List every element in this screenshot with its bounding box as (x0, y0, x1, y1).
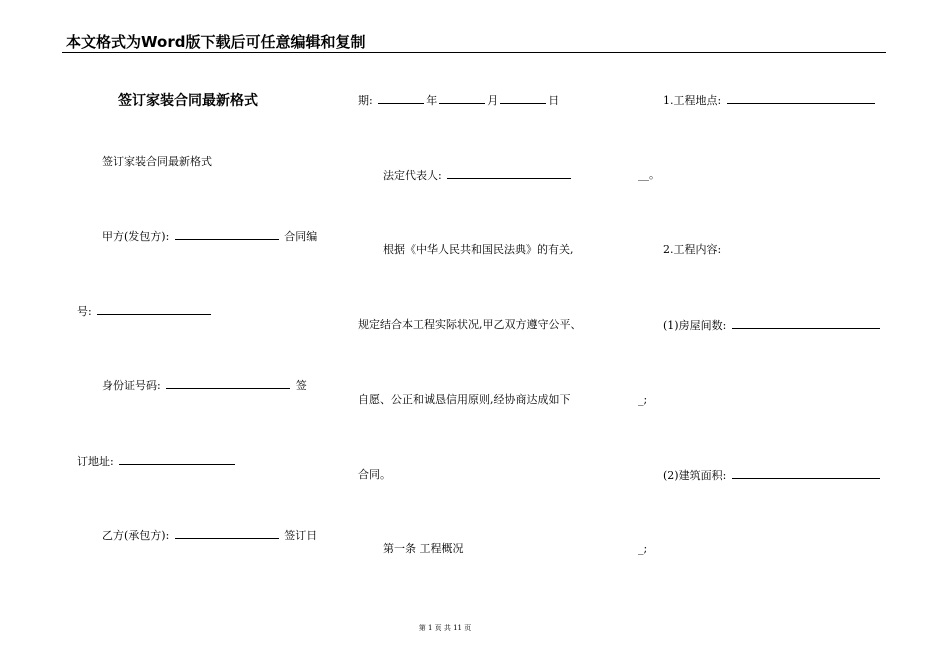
col1-line-party-a (102, 229, 317, 244)
contract-no-label-cont: 号: (77, 305, 92, 318)
day-blank[interactable] (500, 93, 546, 104)
party-b-blank[interactable] (175, 528, 279, 539)
id-number-blank[interactable] (166, 378, 290, 389)
document-header: 本文格式为Word版下载后可任意编辑和复制 (66, 33, 366, 51)
legal-rep-blank[interactable] (447, 168, 571, 179)
sign-date-label-cont: 期: (358, 94, 373, 107)
sign-date-label: 签订日 (284, 529, 318, 542)
rooms-label: (1)房屋间数: (663, 319, 727, 332)
col2-line-p2: 自愿、公正和诚恳信用原则,经协商达成如下 (358, 393, 571, 406)
col3-mark-1: __。 (638, 168, 660, 181)
sign-place-blank[interactable] (119, 454, 235, 465)
document-title: 签订家装合同最新格式 (118, 93, 258, 109)
sign-place-label: 签 (295, 379, 307, 392)
area-blank[interactable] (732, 468, 880, 479)
col3-mark-2: _; (638, 393, 648, 406)
col1-line-party-b (102, 528, 317, 543)
month-blank[interactable] (439, 93, 485, 104)
col2-line-law: 根据《中华人民共和国民法典》的有关, (383, 243, 574, 256)
col2-line-p3: 合同。 (358, 468, 391, 481)
legal-rep-label: 法定代表人: (383, 169, 442, 182)
article-1-heading: 第一条 工程概况 (383, 542, 464, 555)
site-label: 1.工程地点: (663, 94, 722, 107)
area-label: (2)建筑面积: (663, 469, 727, 482)
col2-line-date (358, 93, 559, 108)
party-a-label: 甲方(发包方): (102, 230, 170, 243)
col2-line-rep (383, 168, 573, 183)
rooms-blank[interactable] (732, 318, 880, 329)
page-footer: 第 1 页 共 11 页 (418, 624, 472, 632)
col1-line-id (102, 378, 307, 393)
party-b-label: 乙方(承包方): (102, 529, 170, 542)
contract-no-label: 合同编 (284, 230, 318, 243)
col1-line-subtitle: 签订家装合同最新格式 (102, 155, 212, 168)
year-label: 年 (426, 94, 438, 107)
col3-line-area (663, 468, 882, 483)
sign-place-label-cont: 订地址: (77, 455, 114, 468)
month-label: 月 (487, 94, 499, 107)
site-blank[interactable] (727, 93, 875, 104)
year-blank[interactable] (378, 93, 424, 104)
id-number-label: 身份证号码: (102, 379, 161, 392)
col3-mark-3: _; (638, 542, 648, 555)
party-a-blank[interactable] (175, 229, 279, 240)
header-rule (62, 52, 886, 53)
day-label: 日 (548, 94, 560, 107)
col1-line-contract-no (77, 304, 213, 319)
contract-no-blank[interactable] (97, 304, 211, 315)
col1-line-sign-place (77, 454, 237, 469)
col3-line-site (663, 93, 877, 108)
col3-line-rooms (663, 318, 882, 333)
col2-line-p1: 规定结合本工程实际状况,甲乙双方遵守公平、 (358, 318, 582, 331)
col3-line-content: 2.工程内容: (663, 243, 722, 256)
